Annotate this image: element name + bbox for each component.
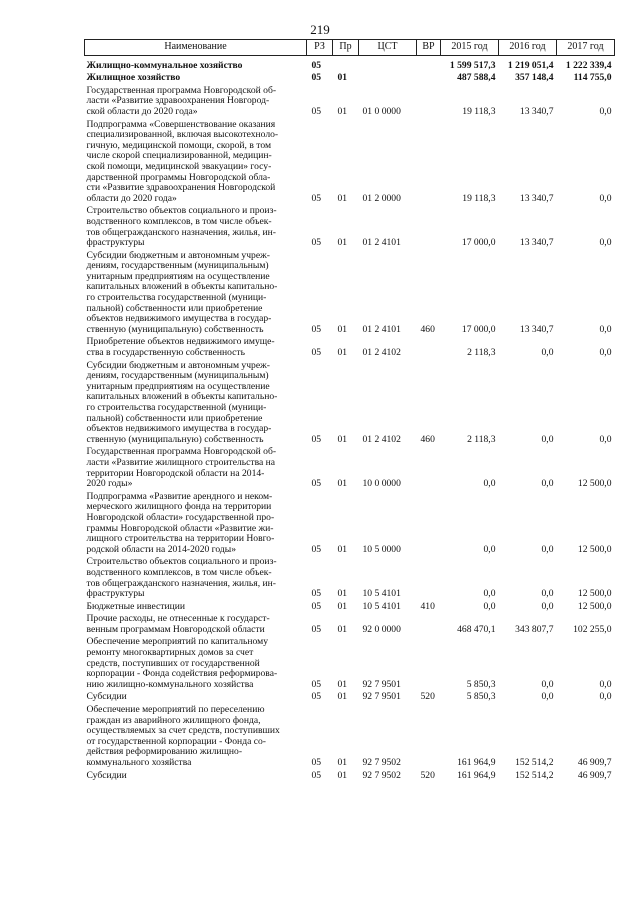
cell-name: Обеспечение мероприятий по переселению граждан из аварийного жилищного фонда, осуществляемых за счет средств, поступивших от государственной корпорации - Фонда со- действия реформированию жилищно- коммунального хозяйства: [86, 704, 280, 768]
cell-pr: 01: [337, 678, 348, 690]
cell-y2017: 46 909,7: [577, 769, 612, 781]
cell-rz: 05: [311, 433, 322, 445]
cell-y2015: 0,0: [483, 478, 496, 490]
cell-cst: 92 7 9501: [362, 678, 401, 690]
cell-vr: [417, 705, 441, 771]
cell-vr: [417, 73, 441, 86]
table-row: [85, 637, 615, 692]
budget-table: [84, 39, 615, 783]
cell-name: Обеспечение мероприятий по капитальному ремонту многоквартирных домов за счет средств, поступивших от государственной корпорации - Фонда содействия реформирова- нию жилищно-коммунального хозяйства: [86, 636, 278, 690]
cell-rz: 05: [311, 105, 322, 117]
cell-cst: 92 0 0000: [362, 623, 401, 635]
header-cst: ЦСТ: [359, 40, 417, 56]
cell-y2016: 13 340,7: [519, 237, 554, 249]
cell-y2015: 17 000,0: [461, 323, 496, 335]
table-row: [85, 73, 615, 86]
cell-vr: 410: [420, 600, 435, 612]
cell-y2015: 1 599 517,3: [449, 59, 496, 71]
cell-rz: 05: [311, 237, 322, 249]
cell-y2016: 0,0: [541, 543, 554, 555]
cell-pr: 01: [337, 323, 348, 335]
table-row: [85, 492, 615, 558]
cell-y2017: 0,0: [599, 433, 612, 445]
header-vr: ВР: [417, 40, 441, 56]
cell-y2016: 0,0: [541, 600, 554, 612]
cell-vr: 460: [420, 433, 435, 445]
cell-y2016: 0,0: [541, 588, 554, 600]
table-row: [85, 447, 615, 491]
table-row: [85, 120, 615, 207]
cell-cst: 92 7 9501: [362, 691, 401, 703]
cell-pr: 01: [337, 757, 348, 768]
cell-cst: 01 2 4101: [362, 323, 401, 335]
cell-cst: 01 2 4102: [362, 347, 401, 359]
cell-y2017: 102 255,0: [573, 623, 612, 635]
cell-name: Государственная программа Новгородской об- ласти «Развитие жилищного строительства на территории Новгородской области на 2014- 2020 годы»: [86, 446, 277, 490]
cell-name: Подпрограмма «Развитие арендного и неком- мерческого жилищного фонда на территории Новгородской области» государственной про- граммы Новгородской области «Развитие жи- лищного строительства на территории Новго- родской области на 2014-2020 годы»: [86, 490, 275, 555]
table-row: [85, 361, 615, 448]
cell-rz: 05: [311, 678, 322, 690]
cell-pr: 01: [337, 769, 348, 781]
cell-pr: [333, 55, 359, 73]
cell-cst: 01 2 4102: [362, 433, 401, 445]
cell-pr: 01: [337, 72, 348, 84]
cell-y2015: 0,0: [483, 600, 496, 612]
cell-rz: 05: [311, 757, 322, 768]
cell-name: Строительство объектов социального и произ- водственного комплексов, в том числе объек- тов общегражданского назначения, жилья, ин- фраструктуры: [86, 556, 277, 600]
cell-cst: 10 5 4101: [362, 588, 401, 600]
table-row: [85, 557, 615, 601]
cell-y2016: 0,0: [541, 347, 554, 359]
cell-vr: [417, 337, 441, 360]
table-row: [85, 251, 615, 338]
cell-y2015: 2 118,3: [467, 433, 496, 445]
cell-pr: 01: [337, 105, 348, 117]
cell-y2017: 114 755,0: [573, 72, 612, 84]
table-row: [85, 705, 615, 771]
cell-name: Приобретение объектов недвижимого имуще- ства в государственную собственность: [86, 336, 275, 359]
cell-cst: [359, 73, 417, 86]
cell-vr: [417, 492, 441, 558]
cell-name: Подпрограмма «Совершенствование оказания специализированной, включая высокотехноло- гичную, медицинской помощи, скорой, в том числе скорой специализированной, медицин- ской помощи, медицинской эвакуации» госу- дарственной программы Новгородской обла- сти «Развитие здравоохранения Новгородской области до 2020 года»: [86, 118, 279, 204]
cell-y2017: 12 500,0: [577, 543, 612, 555]
table-header-row: [85, 40, 615, 56]
cell-y2015: 2 118,3: [467, 347, 496, 359]
cell-name: Субсидии бюджетным и автономным учреж- дениям, государственным (муниципальным) унитарным предприятиям на осуществление капитальных вложений в объекты капитально- го строительства государственной (муници- пальной) собственности или приобретение объектов недвижимого имущества в государ- ственную (муниципальную) собственность: [86, 359, 278, 445]
cell-vr: [417, 86, 441, 120]
cell-y2016: 152 514,2: [515, 757, 554, 768]
table-row: [85, 337, 615, 360]
cell-rz: 05: [311, 192, 322, 204]
cell-cst: 01 2 4101: [362, 237, 401, 249]
cell-vr: [417, 206, 441, 250]
header-2017: 2017 год: [557, 40, 615, 56]
cell-y2016: 13 340,7: [519, 105, 554, 117]
cell-pr: 01: [337, 347, 348, 359]
cell-pr: 01: [337, 588, 348, 600]
cell-y2016: 152 514,2: [515, 769, 554, 781]
table-row: [85, 771, 615, 784]
cell-rz: 05: [311, 72, 322, 84]
cell-y2016: 0,0: [541, 478, 554, 490]
cell-pr: 01: [337, 543, 348, 555]
cell-y2017: 0,0: [599, 678, 612, 690]
cell-y2016: 13 340,7: [519, 323, 554, 335]
cell-vr: [417, 447, 441, 491]
header-2016: 2016 год: [499, 40, 557, 56]
cell-y2015: 5 850,3: [466, 678, 496, 690]
cell-vr: [417, 557, 441, 601]
cell-rz: 05: [311, 769, 322, 781]
cell-rz: 05: [311, 543, 322, 555]
cell-vr: 460: [420, 323, 435, 335]
cell-name: Строительство объектов социального и произ- водственного комплексов, в том числе объек- тов общегражданского назначения, жилья, ин- фраструктуры: [86, 205, 277, 249]
table-row: [85, 206, 615, 250]
cell-y2017: 0,0: [599, 347, 612, 359]
cell-vr: [417, 55, 441, 73]
cell-vr: [417, 120, 441, 207]
cell-name: Прочие расходы, не отнесенные к государст- венным программам Новгородской области: [86, 613, 270, 635]
cell-pr: 01: [337, 623, 348, 635]
cell-y2017: 0,0: [599, 105, 612, 117]
cell-y2015: 161 964,9: [457, 769, 496, 781]
cell-y2015: 19 118,3: [462, 192, 496, 204]
cell-y2015: 0,0: [483, 543, 496, 555]
cell-rz: 05: [311, 588, 322, 600]
cell-cst: 01 2 0000: [362, 192, 401, 204]
cell-y2017: 1 222 339,4: [565, 59, 612, 71]
cell-name: Жилищно-коммунальное хозяйство: [86, 59, 243, 71]
cell-pr: 01: [337, 192, 348, 204]
cell-y2015: 487 588,4: [457, 72, 496, 84]
cell-y2015: 19 118,3: [462, 105, 496, 117]
cell-y2016: 1 219 051,4: [507, 59, 554, 71]
cell-name: Субсидии: [86, 769, 127, 781]
cell-rz: 05: [311, 623, 322, 635]
cell-cst: 92 7 9502: [362, 769, 401, 781]
cell-pr: 01: [337, 600, 348, 612]
cell-name: Государственная программа Новгородской об- ласти «Развитие здравоохранения Новгород- ской области до 2020 года»: [86, 84, 277, 117]
table-row: [85, 55, 615, 73]
cell-y2017: 12 500,0: [577, 588, 612, 600]
cell-y2015: 17 000,0: [461, 237, 496, 249]
cell-vr: [417, 614, 441, 637]
cell-rz: 05: [311, 478, 322, 490]
cell-cst: 01 0 0000: [362, 105, 401, 117]
header-name: Наименование: [85, 40, 307, 56]
cell-name: Бюджетные инвестиции: [86, 600, 185, 612]
table-row: [85, 614, 615, 637]
cell-cst: 92 7 9502: [362, 757, 401, 768]
cell-y2017: 12 500,0: [577, 600, 612, 612]
cell-vr: 520: [420, 769, 435, 781]
cell-pr: 01: [337, 691, 348, 703]
cell-y2016: 13 340,7: [519, 192, 554, 204]
cell-y2016: 357 148,4: [515, 72, 554, 84]
cell-cst: [359, 55, 417, 73]
cell-y2017: 0,0: [599, 192, 612, 204]
cell-pr: 01: [337, 433, 348, 445]
cell-cst: 10 5 0000: [362, 543, 401, 555]
cell-pr: 01: [337, 478, 348, 490]
cell-y2015: 0,0: [483, 588, 496, 600]
cell-y2015: 5 850,3: [466, 691, 496, 703]
cell-rz: 05: [311, 323, 322, 335]
cell-cst: 10 5 4101: [362, 600, 401, 612]
cell-rz: 05: [311, 691, 322, 703]
cell-y2016: 0,0: [541, 433, 554, 445]
cell-vr: [417, 637, 441, 692]
cell-name: Субсидии: [86, 691, 127, 703]
cell-y2017: 12 500,0: [577, 478, 612, 490]
cell-y2016: 0,0: [541, 691, 554, 703]
cell-y2017: 0,0: [599, 237, 612, 249]
cell-cst: 10 0 0000: [362, 478, 401, 490]
cell-name: Субсидии бюджетным и автономным учреж- дениям, государственным (муниципальным) унитарным предприятиям на осуществление капитальных вложений в объекты капитально- го строительства государственной (муници- пальной) собственности или приобретение объектов недвижимого имущества в государ- ственную (муниципальную) собственность: [86, 249, 278, 335]
header-pr: Пр: [333, 40, 359, 56]
cell-vr: 520: [420, 691, 435, 703]
cell-y2016: 343 807,7: [515, 623, 554, 635]
cell-name: Жилищное хозяйство: [86, 72, 181, 84]
cell-y2017: 0,0: [599, 691, 612, 703]
cell-rz: 05: [311, 347, 322, 359]
page-number: 219: [310, 22, 330, 37]
table-row: [85, 86, 615, 120]
cell-pr: 01: [337, 237, 348, 249]
cell-y2015: 468 470,1: [457, 623, 496, 635]
cell-rz: 05: [311, 600, 322, 612]
cell-y2017: 0,0: [599, 323, 612, 335]
header-2015: 2015 год: [441, 40, 499, 56]
cell-y2016: 0,0: [541, 678, 554, 690]
cell-rz: 05: [311, 59, 322, 71]
cell-y2015: 161 964,9: [457, 757, 496, 768]
cell-y2017: 46 909,7: [577, 757, 612, 768]
header-rz: РЗ: [307, 40, 333, 56]
